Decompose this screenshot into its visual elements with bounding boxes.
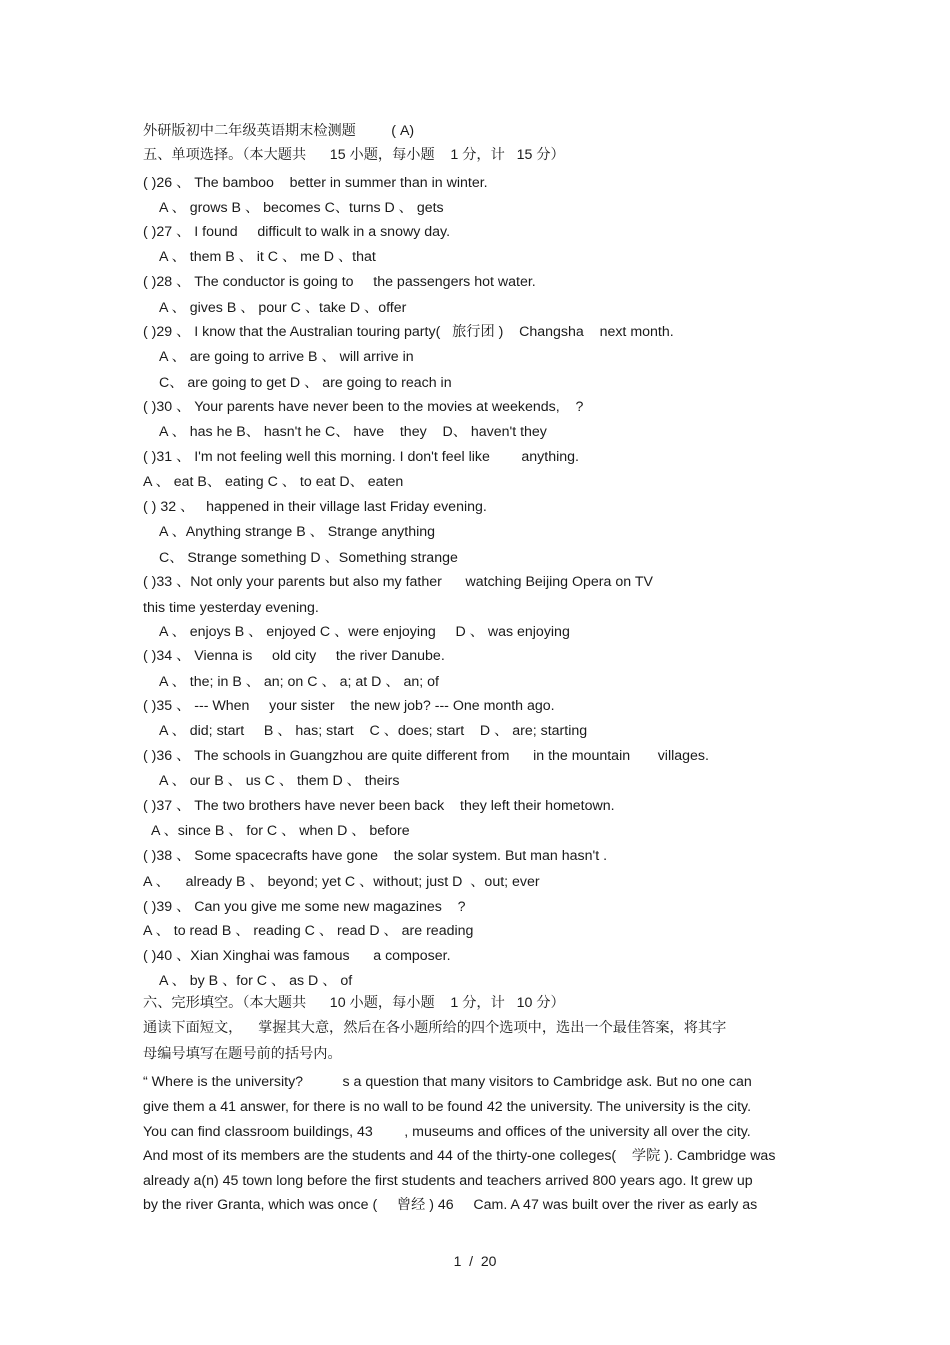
options-36: A 、 our B 、 us C 、 them D 、 theirs <box>159 773 400 789</box>
options-38: A 、 already B 、 beyond; yet C 、without; just D 、out; ever <box>143 874 540 890</box>
options-34: A 、 the; in B 、 an; on C 、 a; at D 、 an; of <box>159 674 439 690</box>
passage-line-2: give them a 41 answer, for there is no wall to be found 42 the university. The university is the city. <box>143 1099 752 1115</box>
options-29-ab: A 、 are going to arrive B 、 will arrive in <box>159 349 414 365</box>
question-33: ( )33 、Not only your parents but also my father watching Beijing Opera on TV <box>143 574 653 590</box>
options-28: A 、 gives B 、 pour C 、take D 、offer <box>159 300 407 316</box>
question-27: ( )27 、 I found difficult to walk in a snowy day. <box>143 224 451 240</box>
question-28: ( )28 、 The conductor is going to the passengers hot water. <box>143 274 536 290</box>
passage-line-6: by the river Granta, which was once ( 曾经 ) 46 Cam. A 47 was built over the river as early as <box>143 1197 758 1213</box>
options-37: A 、since B 、 for C 、 when D 、 before <box>151 823 410 839</box>
question-40: ( )40 、Xian Xinghai was famous a composer. <box>143 948 451 964</box>
document-title: 外研版初中二年级英语期末检测题 ( A) <box>143 123 415 139</box>
options-27: A 、 them B 、 it C 、 me D 、that <box>159 249 376 265</box>
options-32-ab: A 、Anything strange B 、 Strange anything <box>159 524 436 540</box>
passage-line-1: “ Where is the university? s a question that many visitors to Cambridge ask. But no one can <box>143 1074 752 1090</box>
passage-line-5: already a(n) 45 town long before the first students and teachers arrived 800 years ago. It grew up <box>143 1173 753 1189</box>
options-30: A 、 has he B、 hasn't he C、 have they D、 haven't they <box>159 424 547 440</box>
question-37: ( )37 、 The two brothers have never been back they left their hometown. <box>143 798 615 814</box>
question-39: ( )39 、 Can you give me some new magazines ? <box>143 899 466 915</box>
options-35: A 、 did; start B 、 has; start C 、does; start D 、 are; starting <box>159 723 588 739</box>
question-36: ( )36 、 The schools in Guangzhou are quite different from in the mountain villages. <box>143 748 709 764</box>
page-number: 1 / 20 <box>453 1253 497 1269</box>
question-32: ( ) 32 、 happened in their village last Friday evening. <box>143 499 487 515</box>
passage-line-3: You can find classroom buildings, 43 , museums and offices of the university all over the city. <box>143 1124 751 1140</box>
question-35: ( )35 、 --- When your sister the new job? --- One month ago. <box>143 698 555 714</box>
options-29-cd: C、 are going to get D 、 are going to reach in <box>159 375 452 391</box>
options-40: A 、 by B 、for C 、 as D 、 of <box>159 973 353 989</box>
question-29: ( )29 、 I know that the Australian touring party( 旅行团 ) Changsha next month. <box>143 324 674 340</box>
question-26: ( )26 、 The bamboo better in summer than in winter. <box>143 175 488 191</box>
section-heading-cloze: 六、完形填空。（本大题共 10 小题，每小题 1 分，计 10 分） <box>143 995 565 1011</box>
cloze-instructions-line-2: 母编号填写在题号前的括号内。 <box>143 1046 342 1062</box>
section-heading-single-choice: 五、单项选择。（本大题共 15 小题，每小题 1 分，计 15 分） <box>143 147 565 163</box>
options-32-cd: C、 Strange something D 、Something strange <box>159 550 458 566</box>
options-26: A 、 grows B 、 becomes C、turns D 、 gets <box>159 200 444 216</box>
options-39: A 、 to read B 、 reading C 、 read D 、 are reading <box>143 923 474 939</box>
cloze-instructions-line-1: 通读下面短文， 掌握其大意，然后在各小题所给的四个选项中，选出一个最佳答案，将其字 <box>143 1020 727 1036</box>
question-30: ( )30 、 Your parents have never been to the movies at weekends, ? <box>143 399 584 415</box>
question-31: ( )31 、 I'm not feeling well this morning. I don't feel like anything. <box>143 449 579 465</box>
passage-line-4: And most of its members are the students and 44 of the thirty-one colleges( 学院 ). Cambridge was <box>143 1148 776 1164</box>
options-33: A 、 enjoys B 、 enjoyed C 、were enjoying D 、 was enjoying <box>159 624 570 640</box>
question-33-continued: this time yesterday evening. <box>143 600 319 616</box>
question-34: ( )34 、 Vienna is old city the river Danube. <box>143 648 445 664</box>
options-31: A 、 eat B、 eating C 、 to eat D、 eaten <box>143 474 404 490</box>
question-38: ( )38 、 Some spacecrafts have gone the solar system. But man hasn't . <box>143 848 608 864</box>
